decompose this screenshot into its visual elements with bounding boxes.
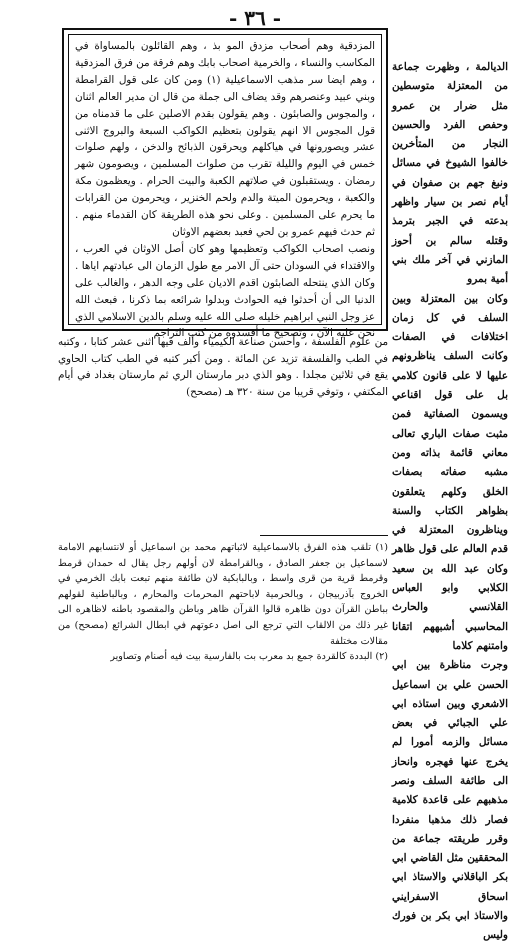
main-body-text: [58, 334, 388, 400]
boxed-paragraph: المزدقية وهم أصحاب مزدق المو بذ ، وهم القائلون بالمساواة في المكاسب والنساء ، والخرمية اصحاب بابك وهم فرقة من فرق المزدقية ، وهم ايضا سر مذهب الاسماعيلية (١) ومن كان على قول القرامطة وبني عبيد وعنصرهم وقد يضاف الى جملة من قال ان مدير العالم اثنان ، والمجوس والصابئون . وهم يقولون بقدم الاصلين على ما قدمناه من قول المجوس الا انهم يقولون بتعظيم الكواكب السبعة والبروج الاثنى عشر ويصورونها في هياكلهم ويحرقون الذبائح والدخن ، ولهم صلوات خمس في اليوم والليلة تقرب من صلوات المسلمين ، ويصومون شهر رمضان . ويستقبلون في صلاتهم الكعبة والبيت الحرام . ويعظمون مكة والكعبة ، ويحرمون الميتة والدم ولحم الخنزير ، ويحرمون من القرابات ما يحرم على المسلمين . وعلى نحو هذه الطريقة كان القدماء منهم . ثم حدث فيهم عمرو بن لحي فعبد بعضهم الاوثان: [75, 40, 375, 238]
side-paragraph: الديالمة ، وظهرت جماعة من المعتزلة متوسطين مثل ضرار بن عمرو وحفص الفرد والحسين النجار من المتأخرين خالفوا الشيوخ في مسائل ونبغ جهم بن صفوان في أيام نصر بن سيار واظهر بدعته في الجبر بترمذ وقتله سالم بن أحوز المازني في آخر ملك بني أمية بمرو: [392, 61, 508, 286]
footnote-divider: [260, 535, 388, 536]
body-paragraph: من علوم الفلسفة ، وأحسن صناعة الكيمياء وألف فيها اثنى عشر كتابا ، وكتبه في الطب والفلسفة تزيد عن المائة . ومن أكبر كتبه في الطب كتاب الحاوي يقع في ثلاثين مجلدا . وهو الذي دبر مارستان الري ثم مارستان بغداد في أيام المكتفي ، وتوفي قريبا من سنة ٣٢٠ هـ (مصحح): [58, 336, 388, 398]
footnotes: [58, 540, 388, 665]
side-paragraph: وكان بين المعتزلة وبين السلف في كل زمان اختلافات في الصفات وكانت السلف يناظرونهم عليها لا على قانون كلامي بل على قول اقناعي ويسمون الصفاتية فمن مثبت صفات الباري تعالى معاني قائمة بذاته ومن مشبه صفاته بصفات الخلق وكلهم يتعلقون بظواهر الكتاب والسنة ويناظرون المعتزلة في قدم العالم على قول ظاهر وكان عبد الله بن سعيد الكلابي وابو العباس القلانسي والحارث المحاسبي أشبههم اتقانا وامتنهم كلاما: [392, 292, 508, 652]
boxed-paragraph: ونصب اصحاب الكواكب وتعظيمها وهو كان أصل الاوثان في العرب ، والاقتداء في السودان حتى آل الامر مع طول الزمان الى عبادتهم اياها . وكان الذي ينتحله الصابئون اقدم الاديان على وجه الدهر ، والغالب على الدنيا الى أن أحدثوا فيه الحوادث وبدلوا شرائعه بما ذكرنا ، فبعث الله عز وجل النبي ابراهيم خليله صلى الله عليه وسلم بالدين الاسلامي الذي نحن عليه الآن ، وتصحيح ما أفسدوه من كتب التراجم: [75, 242, 375, 340]
side-paragraph: وجرت مناظرة بين ابي الحسن علي بن اسماعيل الاشعري وبين استاذه ابي علي الجبائي في بعض مسائل والزمه أمورا لم يخرج عنها فهجره وانحاز الى طائفة السلف ونصر مذهبهم على قاعدة كلامية فصار ذلك مذهبا منفردا وقرر طريقته جماعة من المحققين مثل القاضي ابي بكر الباقلاني والاستاذ ابي اسحاق الاسفرايني والاستاذ ابي بكر بن فورك وليس: [392, 659, 508, 942]
page-number: - ٣٦ -: [228, 6, 281, 30]
side-column: [392, 58, 508, 946]
footnote: (٢) البددة كالقردة جمع بد معرب بت بالفارسية بيت فيه أصنام وتصاوير: [110, 651, 388, 663]
footnote: (١) تلقب هذه الفرق بالاسماعيلية لاثباتهم محمد بن اسماعيل أو لانتسابهم الامامة لاسماعيل بن جعفر الصادق ، وبالقرامطة لان أولهم رجل يقال له حمدان قرمط وقرمط قرية من قرى واسط ، وبالبابكية لان طائفة منهم تبعت بابك الخرمي في الخروج بآذربيجان ، وبالحرمية لاباحتهم المحرمات والمحارم ، وبالباطنية لقولهم بباطن القرآن دون ظاهره قالوا القرآن ظاهر وباطن والمقصود باطنه لاظاهره الى غير ذلك من الالقاب التي ترجع الى اصل دعوتهم في ابطال الشرائع (مصحح) من مقالات مختلفة: [58, 542, 388, 647]
boxed-text-frame: [68, 34, 382, 340]
